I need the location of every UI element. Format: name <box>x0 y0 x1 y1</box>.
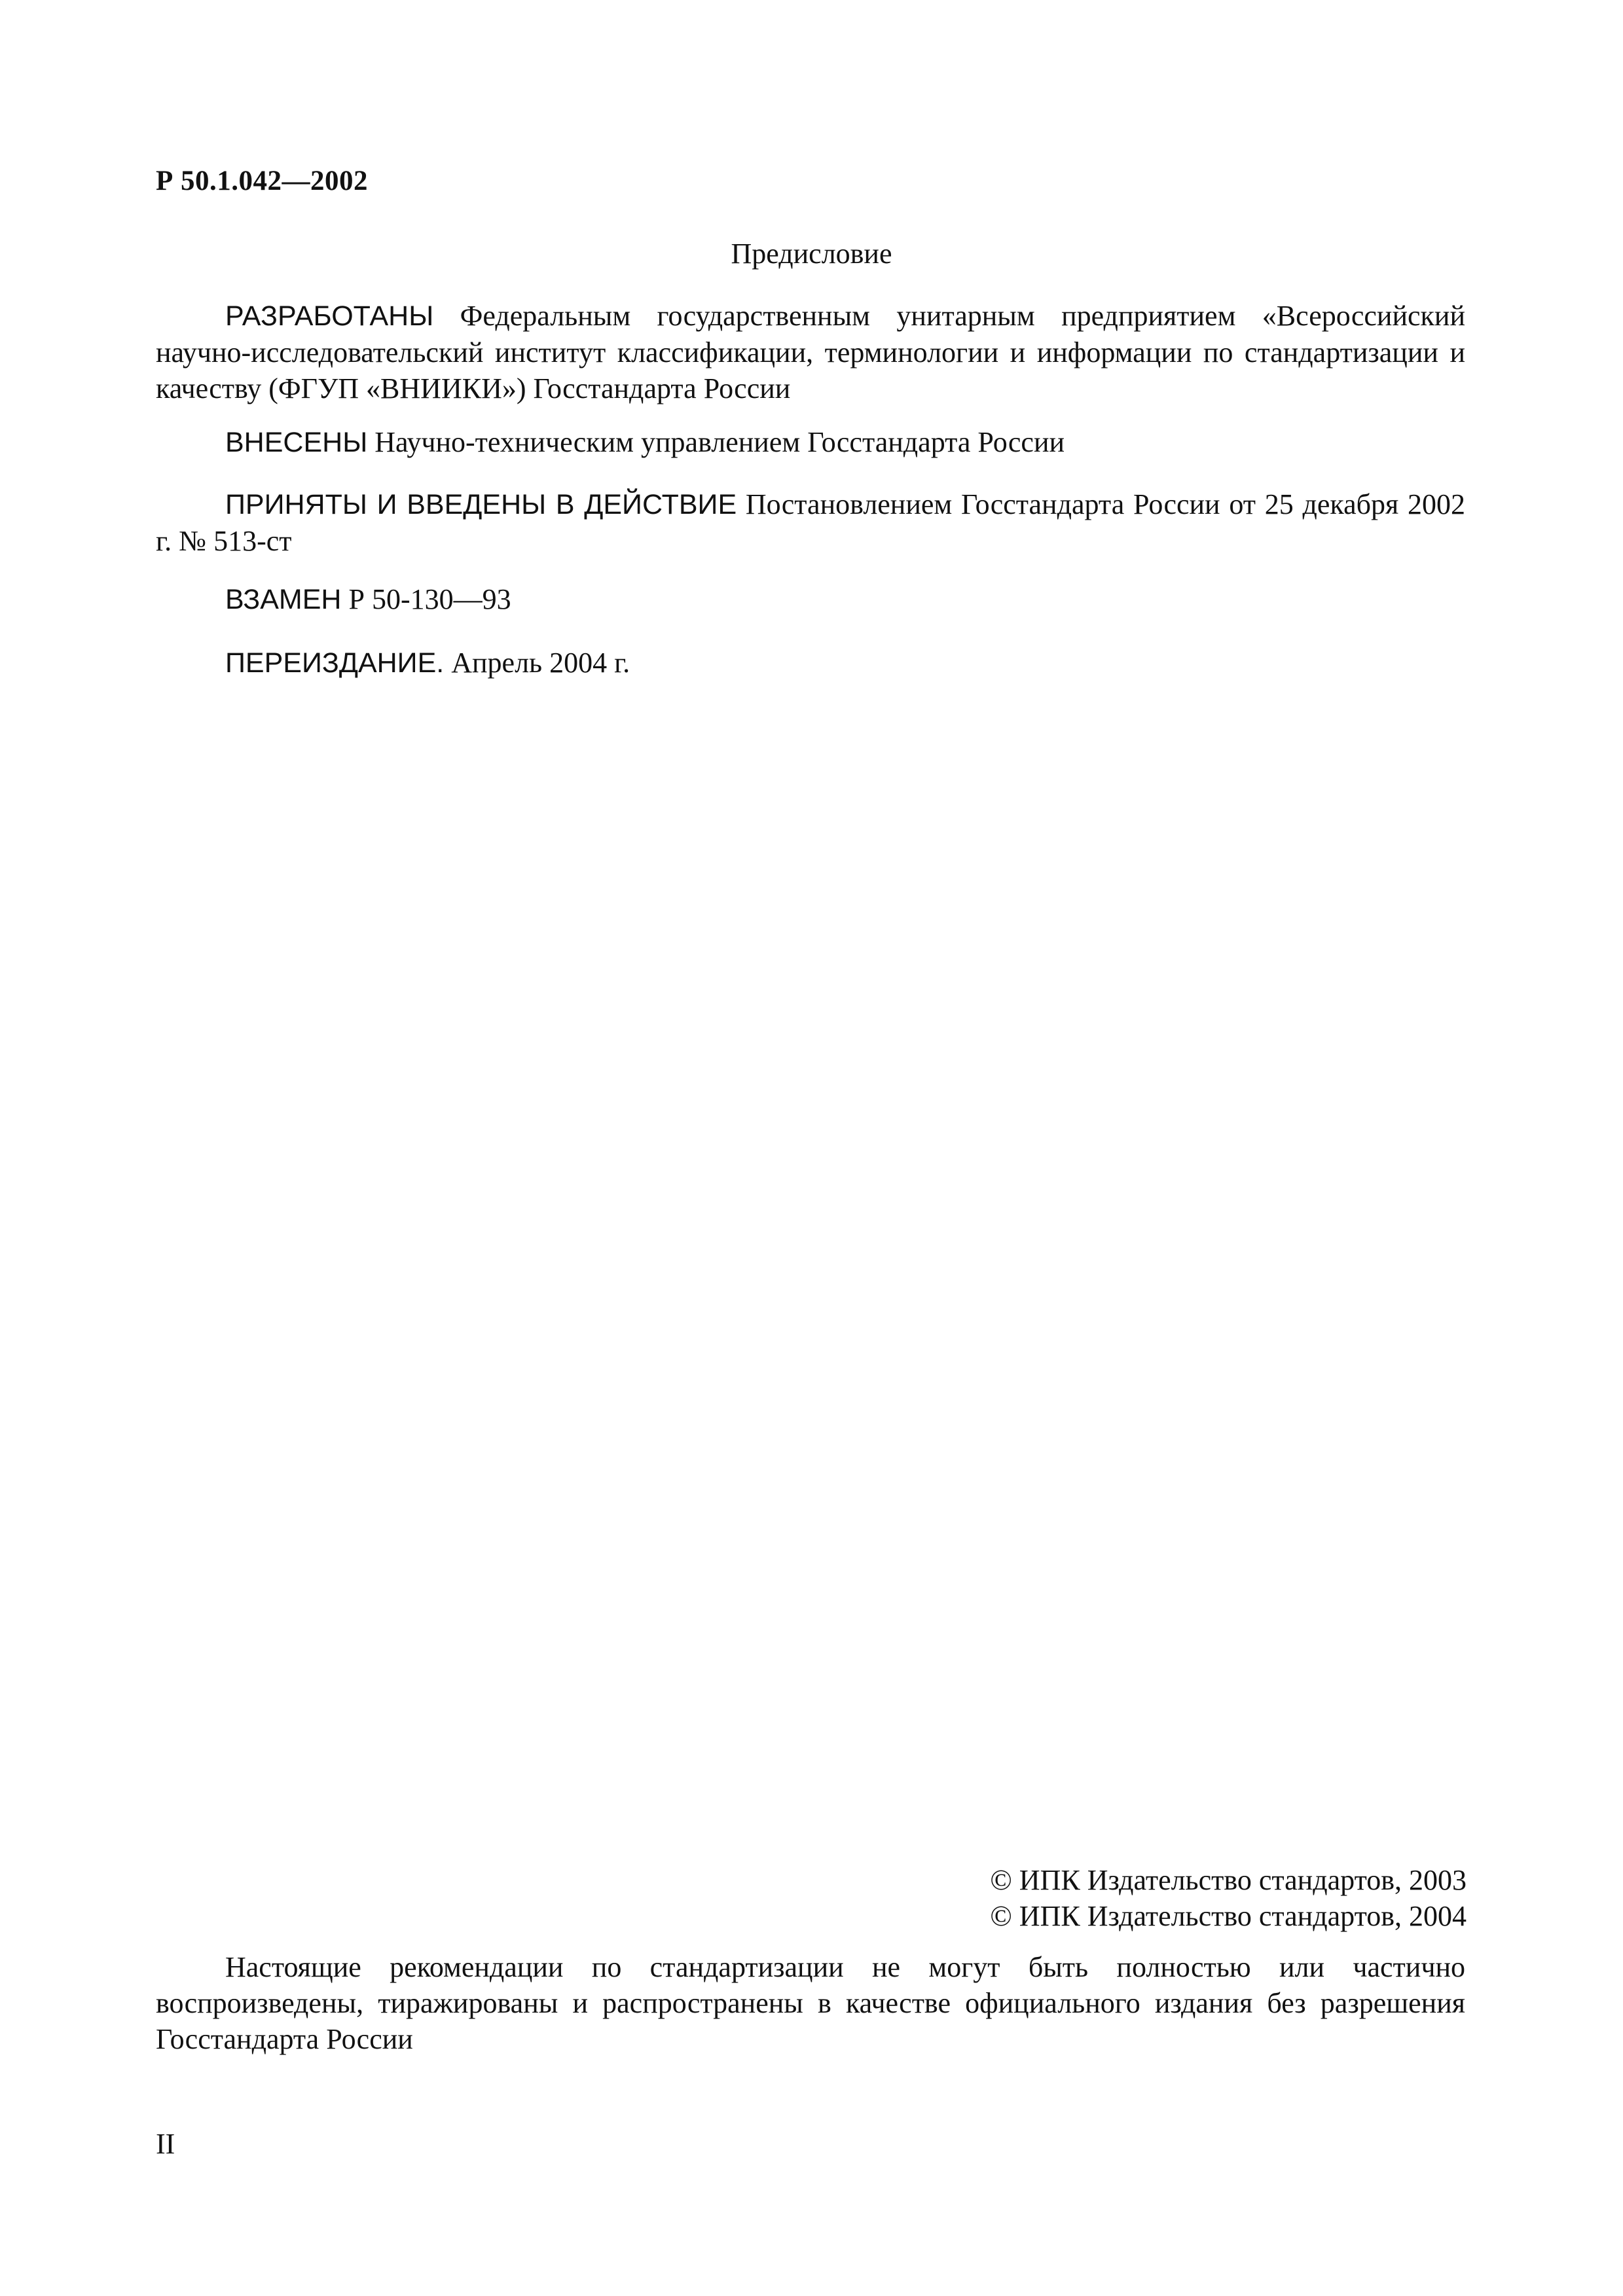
paragraph-replaces <box>156 581 1465 618</box>
section-title <box>0 237 1623 270</box>
paragraph-submitted <box>156 424 1465 461</box>
paragraph-text: Федеральным государственным унитарным предприятием «Всероссийский научно-исследовательский институт классификации, терминологии и информации по стандартизации и качеству (ФГУП «ВНИИКИ») Госстандарта России <box>156 300 1465 404</box>
reproduction-notice <box>156 1949 1465 2057</box>
paragraph-lead: ПРИНЯТЫ И ВВЕДЕНЫ В ДЕЙСТВИЕ <box>225 489 737 520</box>
page-number: II <box>156 2128 175 2160</box>
section-title-text: Предисловие <box>731 238 892 270</box>
paragraph-text: Р 50-130—93 <box>341 583 511 615</box>
paragraph-text: Постановлением Госстандарта России от 25 декабря 2002 г. № 513-ст <box>156 488 1466 557</box>
paragraph-developed <box>156 298 1465 406</box>
document-code: Р 50.1.042—2002 <box>156 166 369 196</box>
paragraph-text: Апрель 2004 г. <box>444 647 630 679</box>
paragraph-reissue <box>156 645 1465 681</box>
copyright-line: © ИПК Издательство стандартов, 2004 <box>990 1900 1467 1932</box>
paragraph-lead: РАЗРАБОТАНЫ <box>225 300 434 332</box>
paragraph-lead: ПЕРЕИЗДАНИЕ. <box>225 647 445 679</box>
paragraph-lead: ВНЕСЕНЫ <box>225 427 368 458</box>
paragraph-lead: ВЗАМЕН <box>225 584 342 615</box>
copyright-block <box>930 1862 1467 1934</box>
copyright-line: © ИПК Издательство стандартов, 2003 <box>990 1864 1467 1896</box>
paragraph-adopted <box>156 486 1465 559</box>
notice-text: Настоящие рекомендации по стандартизации не могут быть полностью или частично воспроизведены, тиражированы и распространены в качестве официального издания без разрешения Госстандарта России <box>156 1951 1465 2055</box>
paragraph-text: Научно-техническим управлением Госстандарта России <box>367 426 1065 458</box>
